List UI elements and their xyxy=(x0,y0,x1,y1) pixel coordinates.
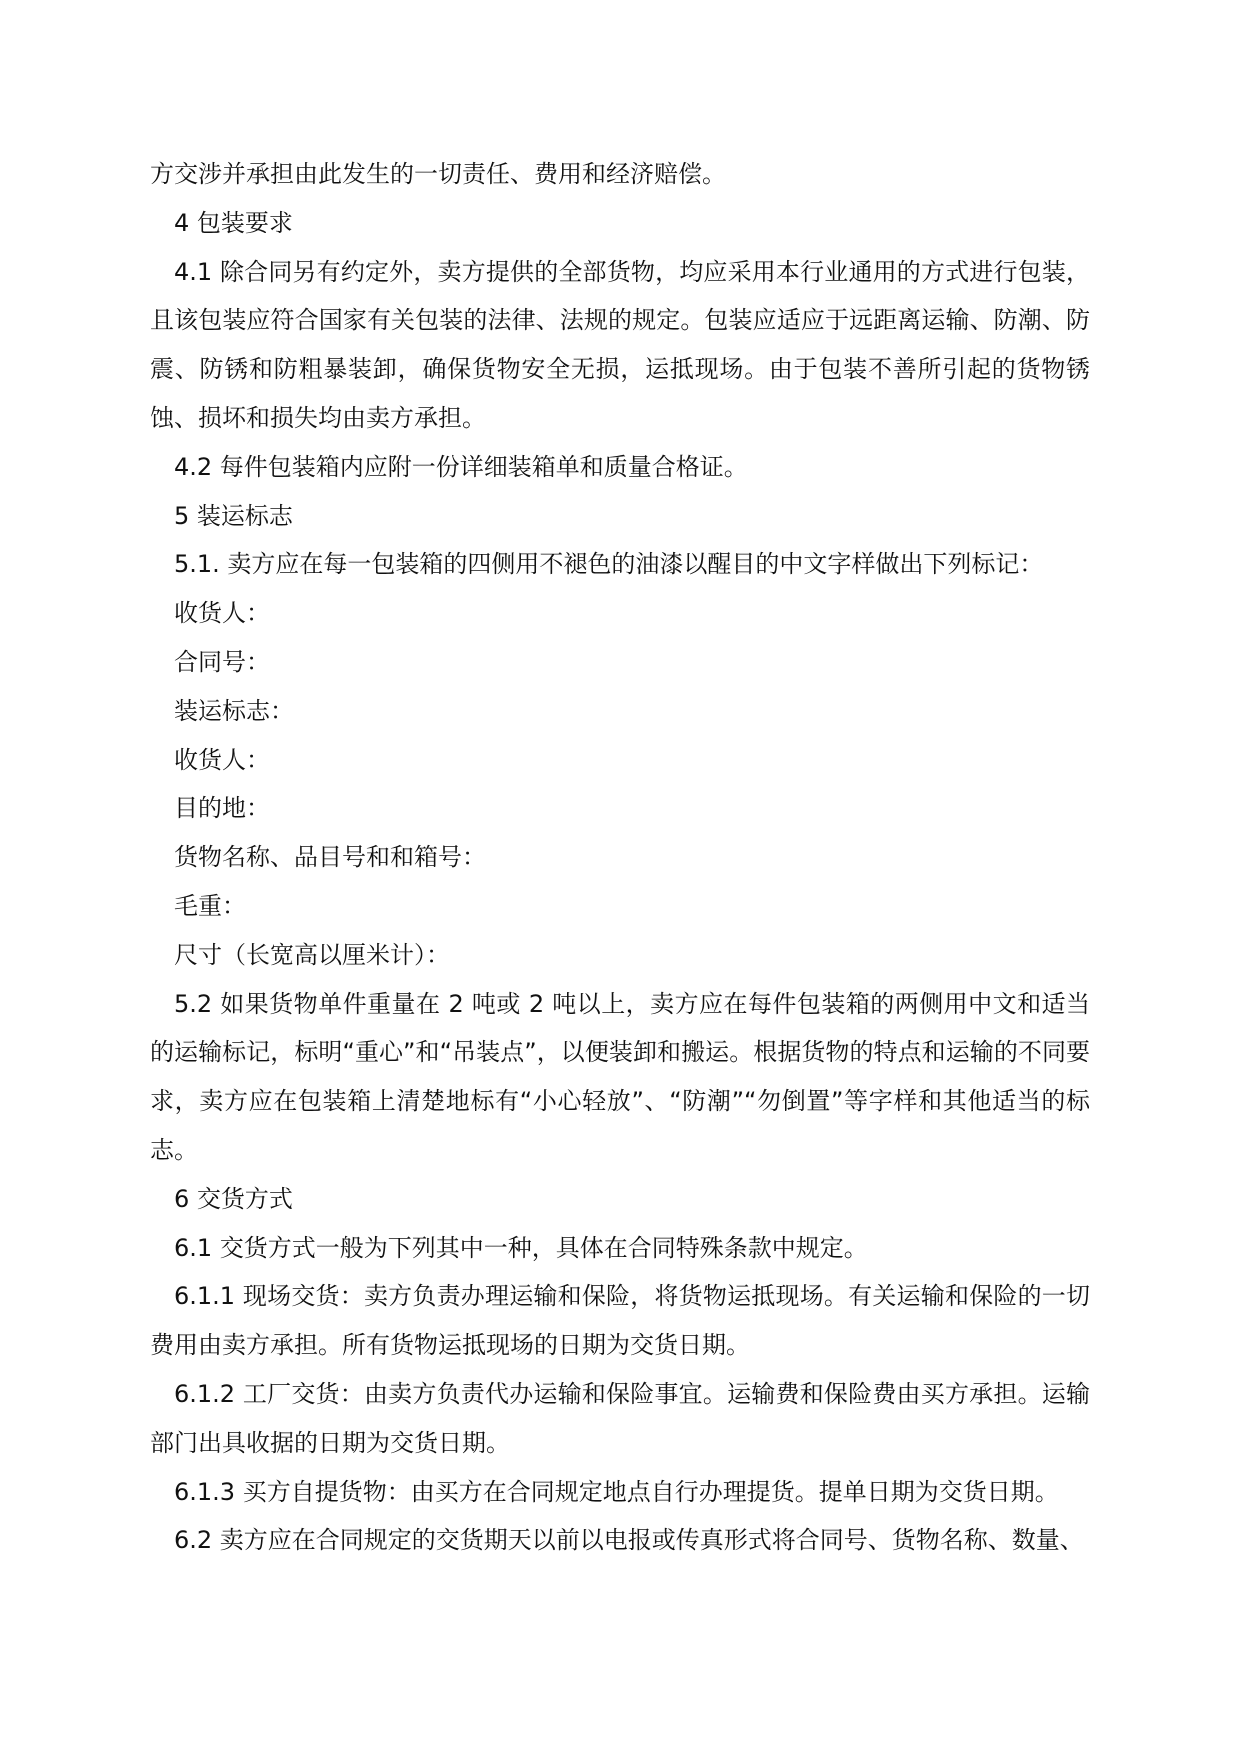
clause-5-2: 5.2 如果货物单件重量在 2 吨或 2 吨以上，卖方应在每件包装箱的两侧用中文和适当的运输标记，标明“重心”和“吊装点”，以便装卸和搬运。根据货物的特点和运输的不同要求，卖方应在包装箱上清楚地标有“小心轻放”、“防潮”“勿倒置”等字样和其他适当的标志。 xyxy=(150,989,1090,1164)
field-dimensions: 尺寸（长宽高以厘米计）： xyxy=(174,940,450,969)
clause-6-1-3: 6.1.3 买方自提货物：由买方在合同规定地点自行办理提货。提单日期为交货日期。 xyxy=(174,1477,1059,1506)
field-shipping-mark: 装运标志： xyxy=(174,696,294,725)
section-heading-delivery: 6 交货方式 xyxy=(174,1184,293,1213)
clause-4-2: 4.2 每件包装箱内应附一份详细装箱单和质量合格证。 xyxy=(174,452,748,481)
field-consignee-2: 收货人： xyxy=(174,745,270,774)
clause-6-1-1: 6.1.1 现场交货：卖方负责办理运输和保险，将货物运抵现场。有关运输和保险的一切费用由卖方承担。所有货物运抵现场的日期为交货日期。 xyxy=(150,1282,1090,1360)
field-gross-weight: 毛重： xyxy=(174,891,246,920)
document-body xyxy=(150,150,1090,1565)
section-heading-packaging: 4 包装要求 xyxy=(174,208,293,237)
field-consignee: 收货人： xyxy=(174,599,270,628)
paragraph-continuation: 方交涉并承担由此发生的一切责任、费用和经济赔偿。 xyxy=(150,160,726,188)
clause-6-2: 6.2 卖方应在合同规定的交货期天以前以电报或传真形式将合同号、货物名称、数量、 xyxy=(174,1526,1084,1555)
field-goods-name: 货物名称、品目号和和箱号： xyxy=(174,843,486,872)
clause-4-1: 4.1 除合同另有约定外，卖方提供的全部货物，均应采用本行业通用的方式进行包装，且该包装应符合国家有关包装的法律、法规的规定。包装应适应于远距离运输、防潮、防震、防锈和防粗暴装卸，确保货物安全无损，运抵现场。由于包装不善所引起的货物锈蚀、损坏和损失均由卖方承担。 xyxy=(150,257,1090,432)
clause-6-1-2: 6.1.2 工厂交货：由卖方负责代办运输和保险事宜。运输费和保险费由买方承担。运输部门出具收据的日期为交货日期。 xyxy=(150,1379,1090,1457)
field-contract-number: 合同号： xyxy=(174,647,270,676)
clause-5-1: 5.1. 卖方应在每一包装箱的四侧用不褪色的油漆以醒目的中文字样做出下列标记： xyxy=(174,550,1044,579)
section-heading-shipping-marks: 5 装运标志 xyxy=(174,501,293,530)
clause-6-1: 6.1 交货方式一般为下列其中一种，具体在合同特殊条款中规定。 xyxy=(174,1233,868,1262)
field-destination: 目的地： xyxy=(174,794,270,823)
